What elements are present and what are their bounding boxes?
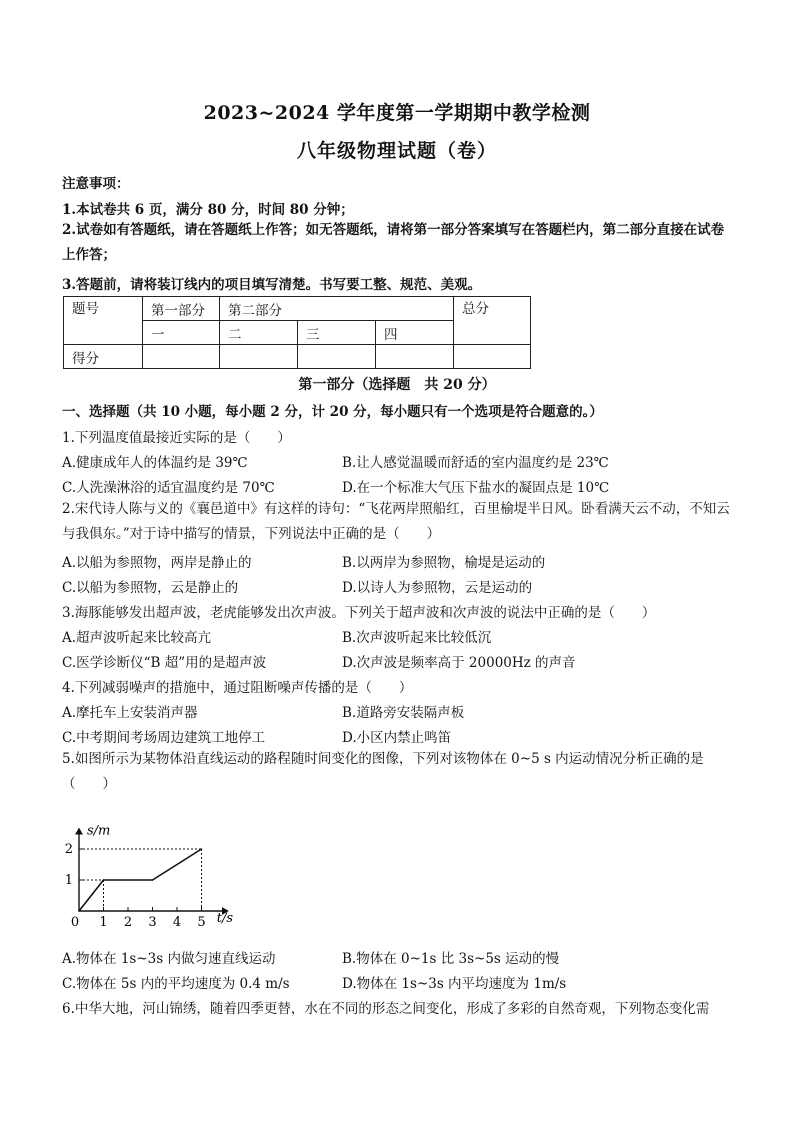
data-point xyxy=(201,848,203,850)
question-1-stem: 1.下列温度值最接近实际的是（ ） xyxy=(62,430,291,446)
score-table-sub-3: 三 xyxy=(298,321,376,345)
score-table-header-question: 题号 xyxy=(64,297,143,345)
question-4-stem: 4.下列减弱噪声的措施中，通过阻断噪声传播的是（ ） xyxy=(62,680,413,696)
score-cell[interactable] xyxy=(298,345,376,369)
question-2-option-a: A.以船为参照物，两岸是静止的 xyxy=(62,555,252,571)
question-3-option-d: D.次声波是频率高于 20000Hz 的声音 xyxy=(342,655,576,671)
score-table-header-part1: 第一部分 xyxy=(143,297,220,321)
question-3-stem: 3.海豚能够发出超声波，老虎能够发出次声波。下列关于超声波和次声波的说法中正确的是（ ） xyxy=(62,605,656,621)
exam-title: 2023~2024 学年度第一学期期中教学检测 xyxy=(203,102,591,124)
note-1: 1.本试卷共 6 页，满分 80 分，时间 80 分钟； xyxy=(62,202,354,218)
score-table-row-label: 得分 xyxy=(64,345,143,369)
note-2: 2.试卷如有答题纸，请在答题纸上作答；如无答题纸，请将第一部分答案填写在答题栏内，第二部分直接在试卷上作答； xyxy=(62,222,725,263)
x-axis-label: t/s xyxy=(216,911,234,926)
notes-heading: 注意事项： xyxy=(62,176,130,192)
score-table-header-part2: 第二部分 xyxy=(220,297,454,321)
question-6-stem: 6.中华大地，河山锦绣，随着四季更替，水在不同的形态之间变化，形成了多彩的自然奇观，下列物态变化需 xyxy=(62,1001,710,1017)
x-tick-label: 4 xyxy=(172,915,182,930)
data-point xyxy=(152,879,154,881)
s-t-graph xyxy=(62,804,292,930)
score-cell[interactable] xyxy=(454,345,531,369)
section-heading: 一、选择题（共 10 小题，每小题 2 分，计 20 分，每小题只有一个选项是符合题意的。） xyxy=(62,404,603,420)
score-table-sub-4: 四 xyxy=(376,321,454,345)
question-4-option-d: D.小区内禁止鸣笛 xyxy=(342,730,452,746)
question-2-option-c: C.以船为参照物，云是静止的 xyxy=(62,580,239,596)
question-4-option-c: C.中考期间考场周边建筑工地停工 xyxy=(62,730,266,746)
score-cell[interactable] xyxy=(376,345,454,369)
score-cell[interactable] xyxy=(220,345,298,369)
x-tick-label: 5 xyxy=(197,915,206,930)
y-tick-label: 1 xyxy=(64,873,73,888)
origin-label: 0 xyxy=(70,915,80,930)
score-table-sub-2: 二 xyxy=(220,321,298,345)
x-tick-label: 3 xyxy=(148,915,157,930)
question-2-option-d: D.以诗人为参照物，云是运动的 xyxy=(342,580,533,596)
data-point xyxy=(78,910,80,912)
y-axis-label: s/m xyxy=(87,823,111,839)
question-4-option-a: A.摩托车上安装消声器 xyxy=(62,705,198,721)
x-tick-label: 1 xyxy=(99,915,108,930)
question-4-option-b: B.道路旁安装隔声板 xyxy=(342,705,465,721)
x-tick-label: 2 xyxy=(123,915,133,930)
question-5-option-c: C.物体在 5s 内的平均速度为 0.4 m/s xyxy=(62,976,290,992)
question-2-option-b: B.以两岸为参照物，榆堤是运动的 xyxy=(342,555,546,571)
question-5-option-d: D.物体在 1s~3s 内平均速度为 1m/s xyxy=(342,976,567,992)
question-3-option-a: A.超声波听起来比较高亢 xyxy=(62,630,212,646)
note-3: 3.答题前，请将装订线内的项目填写清楚。书写要工整、规范、美观。 xyxy=(62,277,482,293)
question-1-option-a: A.健康成年人的体温约是 39℃ xyxy=(62,455,248,471)
score-cell[interactable] xyxy=(143,345,220,369)
question-1-option-c: C.人洗澡淋浴的适宜温度约是 70℃ xyxy=(62,480,275,496)
exam-subtitle: 八年级物理试题（卷） xyxy=(296,140,497,162)
data-series-line xyxy=(79,849,202,911)
question-1-option-b: B.让人感觉温暖而舒适的室内温度约是 23℃ xyxy=(342,455,609,471)
score-table-header-total: 总分 xyxy=(454,297,531,345)
data-point xyxy=(103,879,105,881)
score-table xyxy=(63,296,531,369)
question-5-stem: 5.如图所示为某物体沿直线运动的路程随时间变化的图像，下列对该物体在 0~5 s 内运动情况分析正确的是（ ） xyxy=(62,751,704,792)
question-5-option-b: B.物体在 0~1s 比 3s~5s 运动的慢 xyxy=(342,951,560,967)
y-tick-label: 2 xyxy=(64,842,73,857)
score-table-sub-1: 一 xyxy=(143,321,220,345)
question-5-option-a: A.物体在 1s~3s 内做匀速直线运动 xyxy=(62,951,276,967)
question-2-stem: 2.宋代诗人陈与义的《襄邑道中》有这样的诗句：“飞花两岸照船红，百里榆堤半日风。卧看满天云不动，不知云与我俱东。”对于诗中描写的情景，下列说法中正确的是（ ） xyxy=(62,501,730,542)
part1-title: 第一部分（选择题 共 20 分） xyxy=(298,377,496,393)
question-1-option-d: D.在一个标准大气压下盐水的凝固点是 10℃ xyxy=(342,480,610,496)
question-3-option-c: C.医学诊断仪“B 超”用的是超声波 xyxy=(62,655,267,671)
question-3-option-b: B.次声波听起来比较低沉 xyxy=(342,630,492,646)
